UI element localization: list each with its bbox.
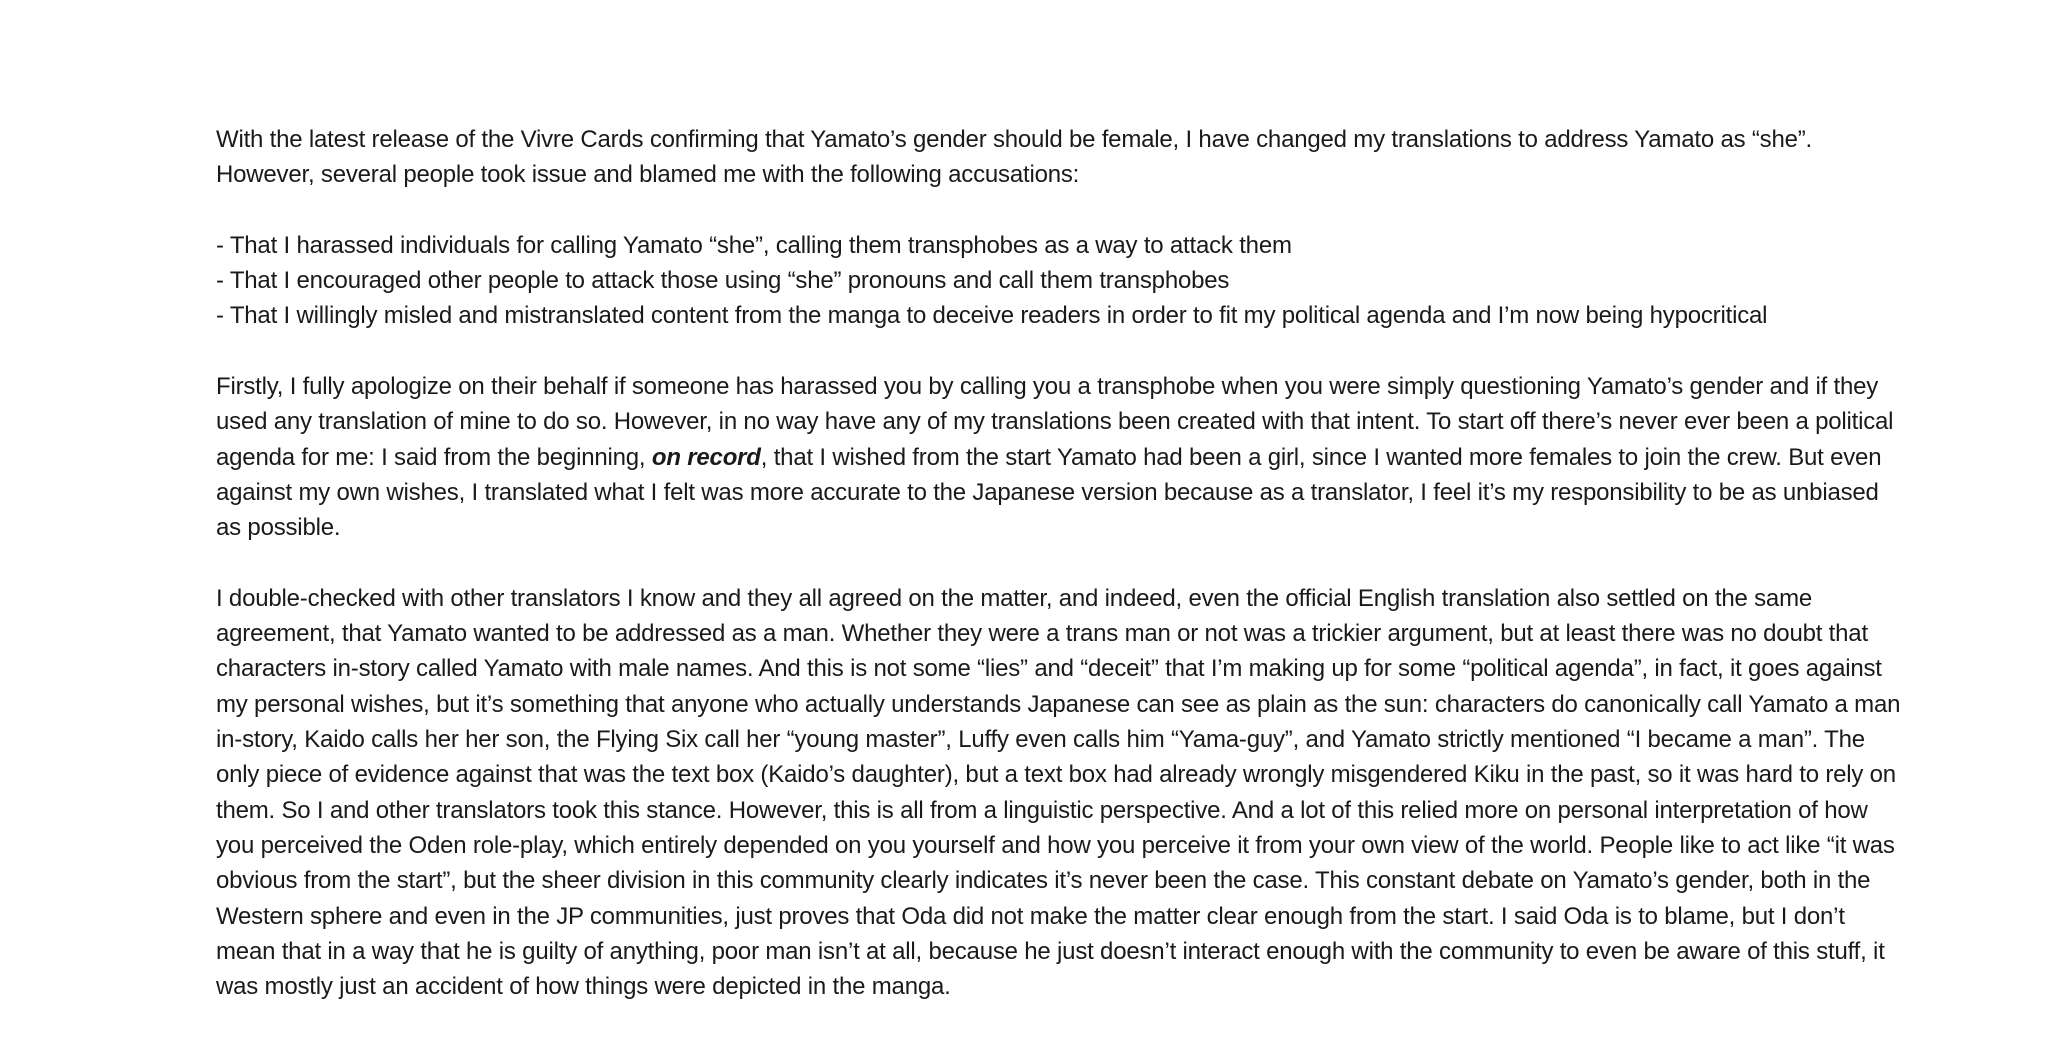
list-item: - That I encouraged other people to attack those using “she” pronouns and call them transphobes <box>216 267 1230 295</box>
response-text-end: , that I wished from the start Yamato had been a girl, since I wanted more females to join the crew. But even against my own wishes, I translated what I felt was more accurate to the Japanese version because as a translator, I feel it’s my responsibility to be as unbiased as possible. <box>216 443 1882 542</box>
emphasized-text: on record <box>651 443 761 471</box>
response-paragraph <box>216 369 1906 545</box>
intro-paragraph: With the latest release of the Vivre Cards confirming that Yamato’s gender should be female, I have changed my translations to address Yamato as “she”. However, several people took issue and blamed me with the following accusations: <box>216 126 1813 189</box>
accusation-list <box>216 228 1906 334</box>
explanation-paragraph: I double-checked with other translators I know and they all agreed on the matter, and indeed, even the official English translation also settled on the same agreement, that Yamato wanted to be addressed as a man. Whether they were a trans man or not was a trickier argument, but at least there was no doubt that characters in-story called Yamato with male names. And this is not some “lies” and “deceit” that I’m making up for some “political agenda”, in fact, it goes against my personal wishes, but it’s something that anyone who actually understands Japanese can see as plain as the sun: characters do canonically call Yamato a man in-story, Kaido calls her her son, the Flying Six call her “young master”, Luffy even calls him “Yama-guy”, and Yamato strictly mentioned “I became a man”. The only piece of evidence against that was the text box (Kaido’s daughter), but a text box had already wrongly misgendered Kiku in the past, so it was hard to rely on them. So I and other translators took this stance. However, this is all from a linguistic perspective. And a lot of this relied more on personal interpretation of how you perceived the Oden role-play, which entirely depended on you yourself and how you perceive it from your own view of the world. People like to act like “it was obvious from the start”, but the sheer division in this community clearly indicates it’s never been the case. This constant debate on Yamato’s gender, both in the Western sphere and even in the JP communities, just proves that Oda did not make the matter clear enough from the start. I said Oda is to blame, but I don’t mean that in a way that he is guilty of anything, poor man isn’t at all, because he just doesn’t interact enough with the community to even be aware of this stuff, it was mostly just an accident of how things were depicted in the manga. <box>216 584 1901 1001</box>
list-item: - That I willingly misled and mistranslated content from the manga to deceive readers in order to fit my political agenda and I’m now being hypocritical <box>216 302 1768 330</box>
document-body <box>216 122 1906 1040</box>
response-text-start: Firstly, I fully apologize on their behalf if someone has harassed you by calling you a transphobe when you were simply questioning Yamato’s gender and if they used any translation of mine to do so. However, in no way have any of my translations been created with that intent. To start off there’s never ever been a political agenda for me: I said from the beginning, <box>216 373 1894 471</box>
list-item: - That I harassed individuals for calling Yamato “she”, calling them transphobes as a way to attack them <box>216 231 1292 259</box>
